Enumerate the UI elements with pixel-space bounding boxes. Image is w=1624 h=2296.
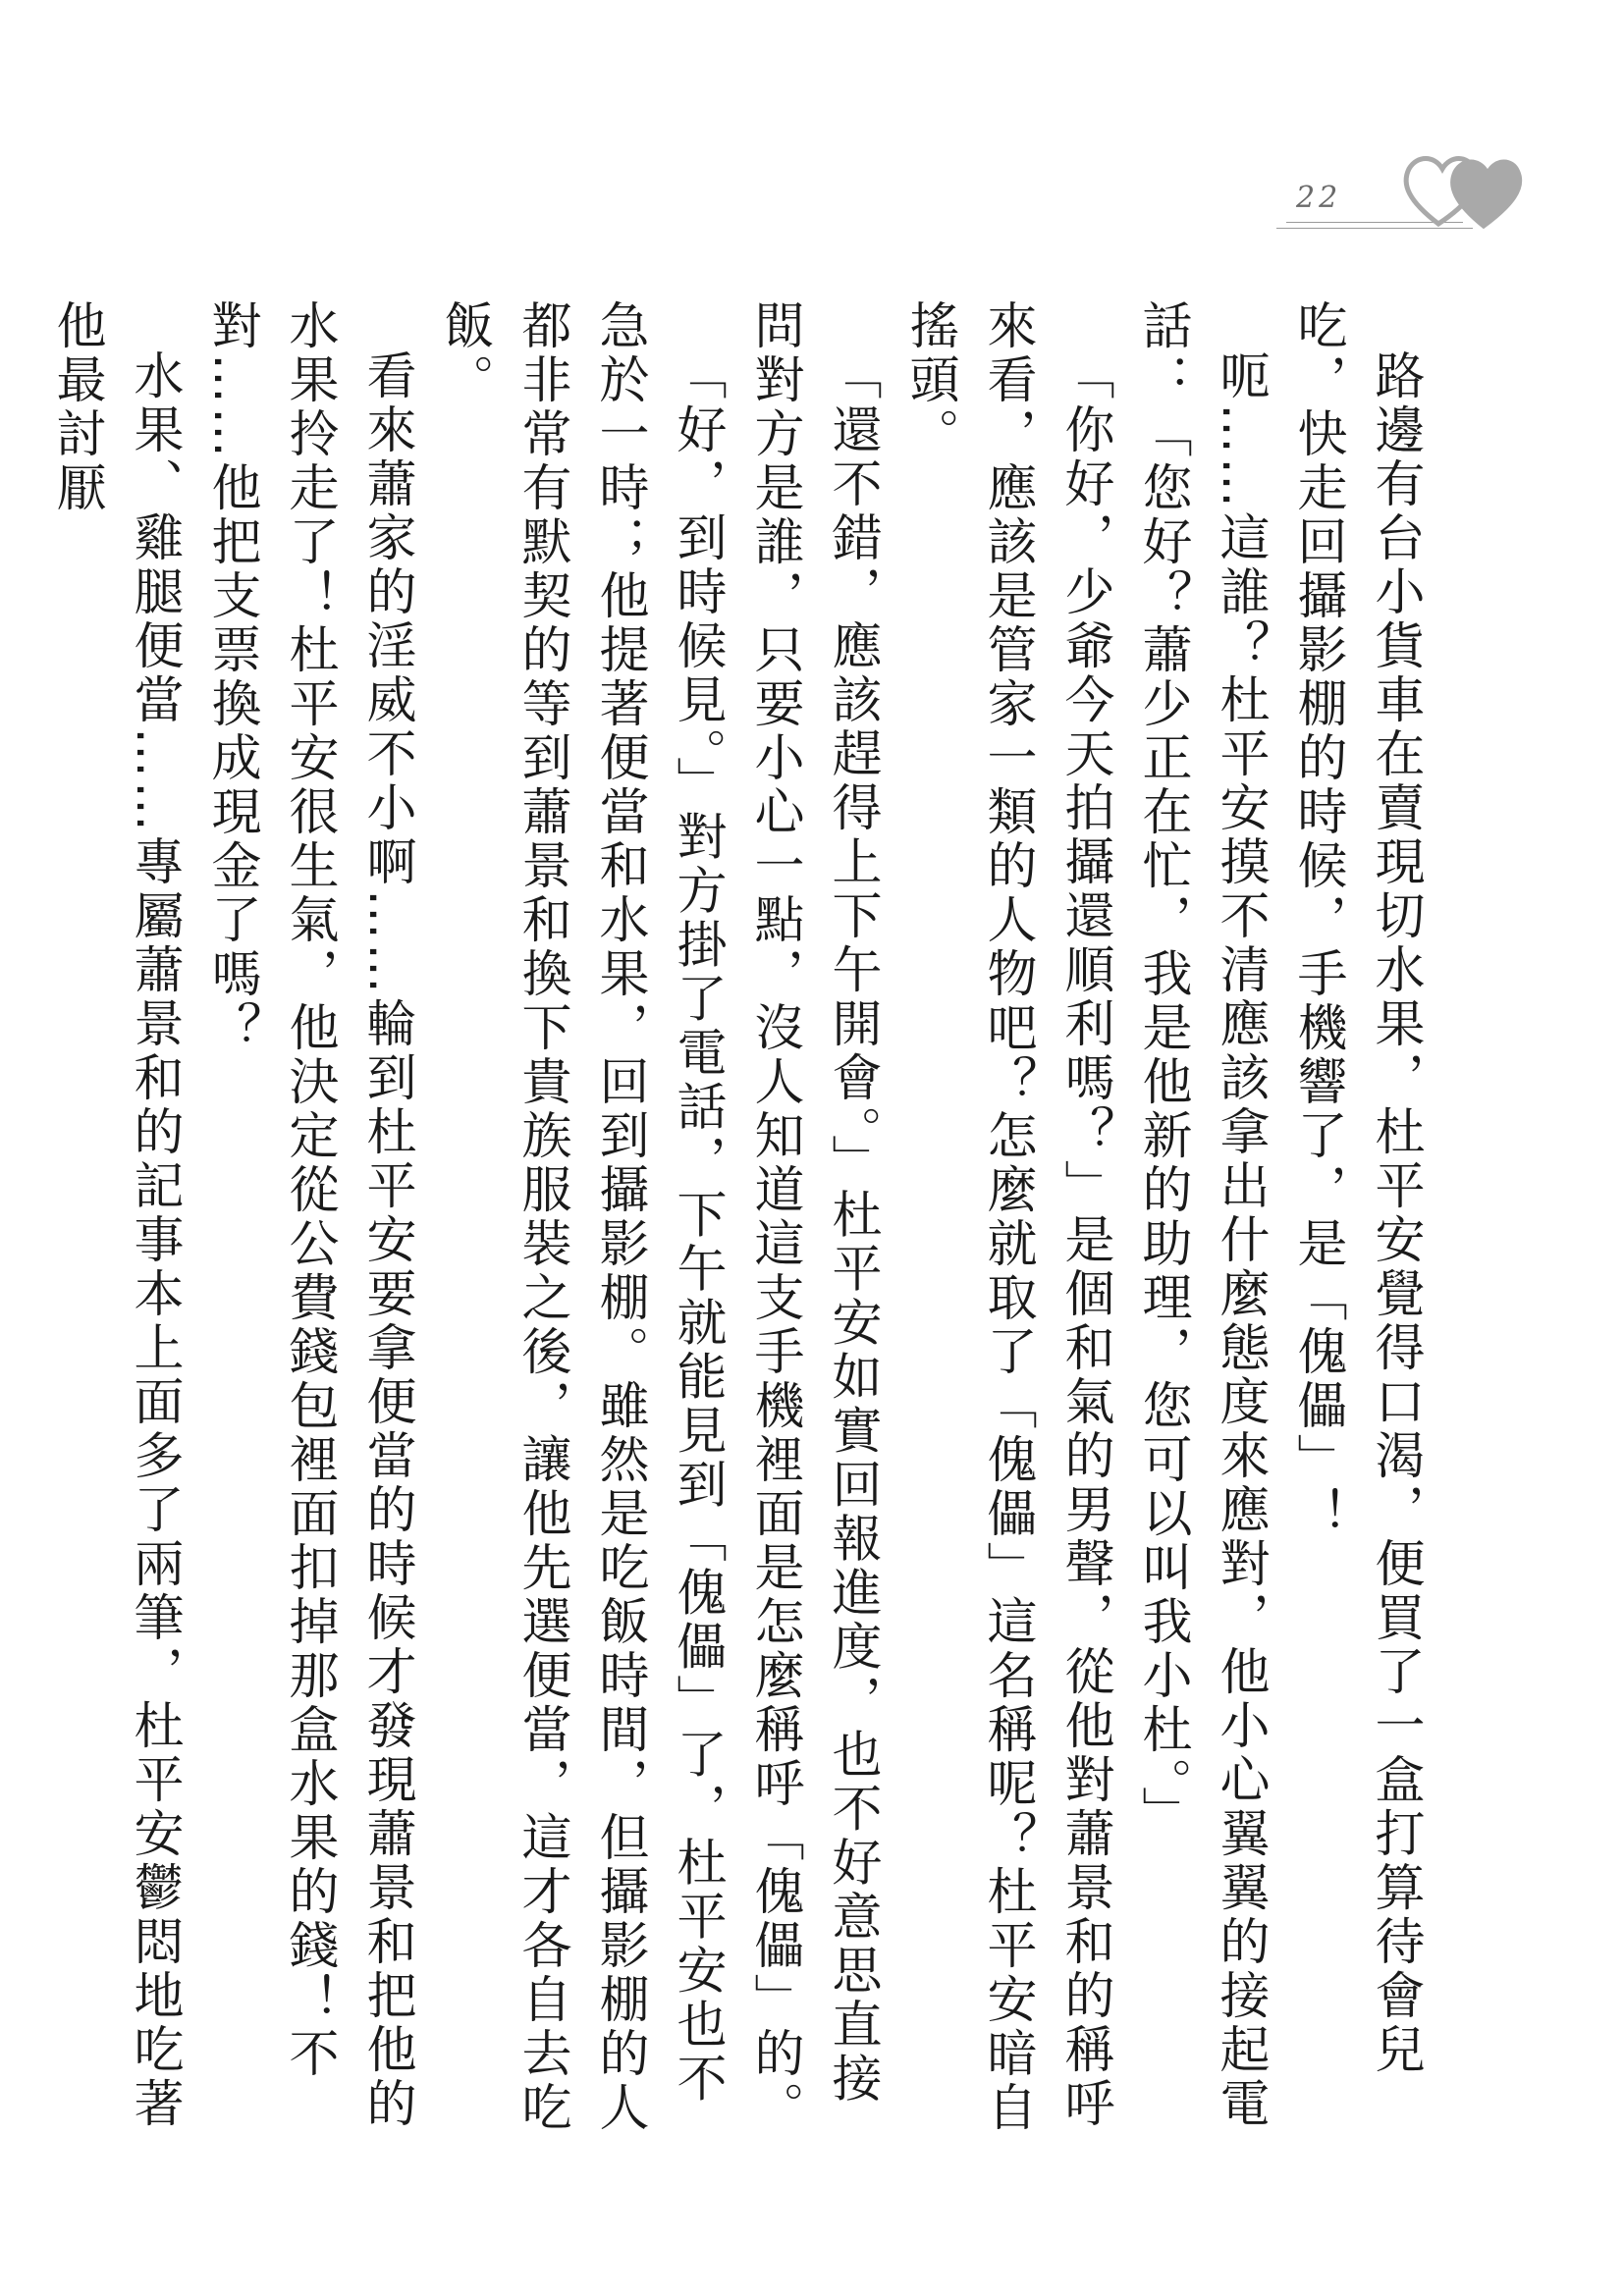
vertical-text-body — [47, 299, 1434, 2145]
page-number: 22 — [1296, 181, 1342, 215]
hearts-icon — [1399, 147, 1527, 236]
paragraph: 看來蕭家的淫威不小啊……輪到杜平安要拿便當的時候才發現蕭景和把他的水果拎走了！杜平安很生氣，他決定從公費錢包裡面扣掉那盒水果的錢！不對……他把支票換成現金了嗎？ — [202, 299, 415, 2131]
paragraph: 「還不錯，應該趕得上下午開會。」杜平安如實回報進度，也不好意思直接問對方是誰，只要小心一點，沒人知道這支手機裡面是怎麼稱呼「傀儡」的。 — [745, 299, 881, 2135]
paragraph: 呃……這誰？杜平安摸不清應該拿出什麼態度來應對，他小心翼翼的接起電話：「您好？蕭少正在忙，我是他新的助理，您可以叫我小杜。」 — [1133, 299, 1269, 2131]
paragraph: 「你好，少爺今天拍攝還順利嗎？」是個和氣的男聲，從他對蕭景和的稱呼來看，應該是管家一類的人物吧？怎麼就取了「傀儡」這名稱呢？杜平安暗自搖頭。 — [900, 299, 1113, 2135]
page-header — [1276, 147, 1532, 236]
paragraph: 路邊有台小貨車在賣現切水果，杜平安覺得口渴，便買了一盒打算待會兒吃，快走回攝影棚的時候，手機響了，是「傀儡」！ — [1288, 299, 1424, 2077]
paragraph: 水果、雞腿便當……專屬蕭景和的記事本上面多了兩筆，杜平安鬱悶地吃著他最討厭 — [47, 299, 183, 2131]
paragraph: 「好，到時候見。」對方掛了電話，下午就能見到「傀儡」了，杜平安也不急於一時；他提著便當和水果，回到攝影棚。雖然是吃飯時間，但攝影棚的人都非常有默契的等到蕭景和換下貴族服裝之後，讓他先選便當，這才各自去吃飯。 — [435, 299, 726, 2135]
